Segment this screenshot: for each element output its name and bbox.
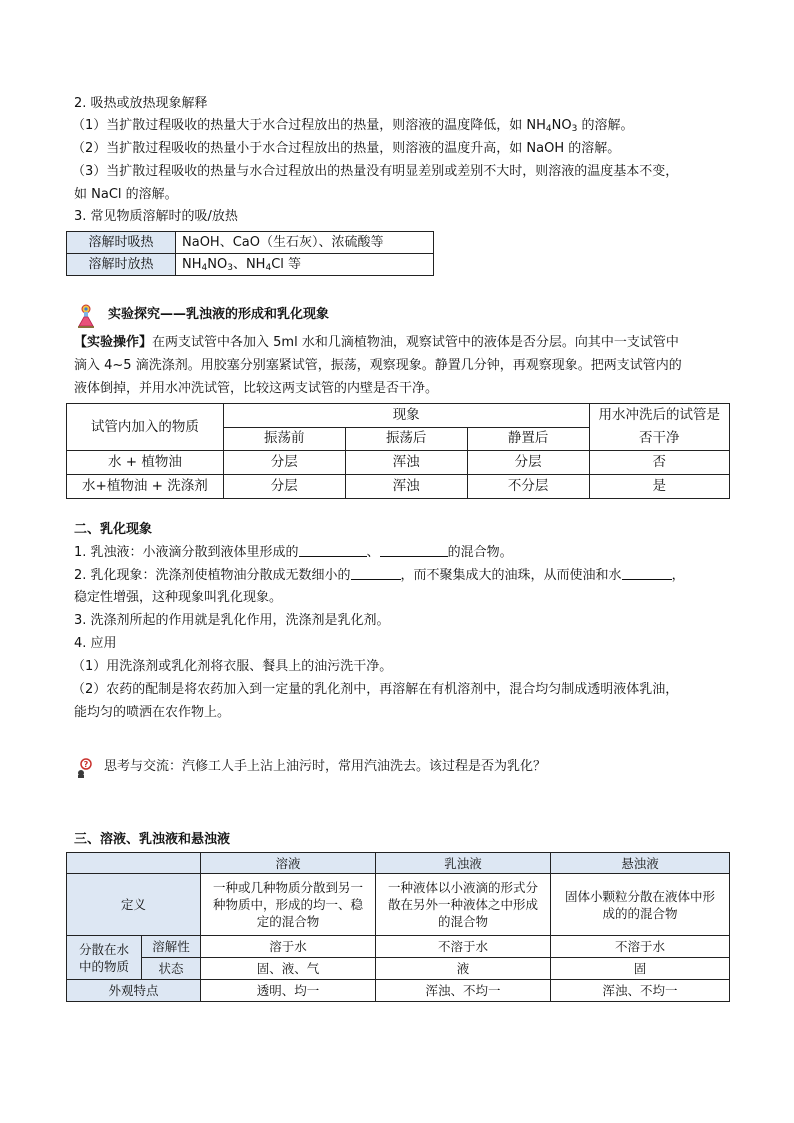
- fill-blank[interactable]: [299, 544, 367, 557]
- section2-item2: （2）当扩散过程吸收的热量小于水合过程放出的热量，则溶液的温度升高，如 NaOH 的溶解。: [72, 141, 621, 156]
- experiment-op-line3: 液体倒掉，并用水冲洗试管，比较这两支试管的内壁是否干净。: [74, 381, 439, 396]
- compare-appearance-label: 外观特点: [67, 980, 201, 1002]
- compare-state-emulsion: 液: [376, 958, 551, 980]
- emulsify-p4-2-line1: （2）农药的配制是将农药加入到一定量的乳化剂中，再溶解在有机溶剂中，混合均匀制成透明液体乳油，: [72, 682, 679, 697]
- fill-blank[interactable]: [622, 567, 672, 580]
- exp-row1-clean: 否: [589, 451, 729, 475]
- exp-row1-before: 分层: [223, 451, 345, 475]
- exp-row2-before: 分层: [223, 475, 345, 499]
- table-row: [67, 475, 730, 499]
- experiment-table: [66, 403, 730, 499]
- experiment-title: 实验探究——乳浊液的形成和乳化现象: [108, 307, 330, 322]
- svg-text:?: ?: [83, 760, 89, 769]
- exp-header-before: 振荡前: [223, 427, 345, 451]
- compare-col-solution: 溶液: [201, 853, 376, 874]
- compare-appearance-solution: 透明、均一: [201, 980, 376, 1002]
- compare-def-suspension: 固体小颗粒分散在液体中形 成的的混合物: [551, 874, 730, 936]
- compare-solubility-emulsion: 不溶于水: [376, 936, 551, 958]
- emulsify-p2: 2. 乳化现象：洗涤剂使植物油分散成无数细小的 ，而不聚集成大的油珠，从而使油和水 ，: [74, 568, 685, 583]
- compare-solubility-suspension: 不溶于水: [551, 936, 730, 958]
- compare-table: [66, 852, 730, 1002]
- heat-row1-value: NaOH、CaO（生石灰）、浓硫酸等: [176, 232, 434, 254]
- emulsify-p1: 1. 乳浊液：小液滴分散到液体里形成的 、 的混合物。: [74, 545, 513, 560]
- heat-row1-label: 溶解时吸热: [67, 232, 176, 254]
- section2-item3-line2: 如 NaCl 的溶解。: [74, 187, 178, 202]
- compare-def-emulsion: 一种液体以小液滴的形式分 散在另外一种液体之中形成 的混合物: [376, 874, 551, 936]
- compare-heading: 三、溶液、乳浊液和悬浊液: [74, 832, 231, 847]
- compare-col-suspension: 悬浊液: [551, 853, 730, 874]
- flask-icon: [76, 304, 96, 328]
- compare-solubility-label: 溶解性: [142, 936, 201, 958]
- compare-def-solution: 一种或几种物质分散到另一 种物质中，形成的均一、稳 定的混合物: [201, 874, 376, 936]
- experiment-op-line2: 滴入 4~5 滴洗涤剂。用胶塞分别塞紧试管，振荡，观察现象。静置几分钟，再观察现象。把两支试管内的: [74, 358, 682, 373]
- compare-state-solution: 固、液、气: [201, 958, 376, 980]
- exp-header-after: 振荡后: [345, 427, 467, 451]
- heat-table: [66, 231, 434, 276]
- exp-header-rest: 静置后: [467, 427, 589, 451]
- compare-def-label: 定义: [67, 874, 201, 936]
- emulsify-p4: 4. 应用: [74, 636, 117, 651]
- exp-row1-rest: 分层: [467, 451, 589, 475]
- compare-disperse-label: 分散在水 中的物质: [67, 936, 142, 980]
- compare-state-suspension: 固: [551, 958, 730, 980]
- exp-row2-substance: 水+植物油 + 洗涤剂: [67, 475, 224, 499]
- compare-solubility-solution: 溶于水: [201, 936, 376, 958]
- emulsify-p4-2-line2: 能均匀的喷洒在农作物上。: [74, 705, 231, 720]
- section2-item1: （1）当扩散过程吸收的热量大于水合过程放出的热量，则溶液的温度降低，如 $NH_4NO_3$ 的溶解。: [72, 118, 634, 134]
- section2-heading: 2. 吸热或放热现象解释: [74, 96, 208, 111]
- think-text: 思考与交流：汽修工人手上沾上油污时，常用汽油洗去。该过程是否为乳化？: [104, 759, 547, 774]
- exp-row2-after: 浑浊: [345, 475, 467, 499]
- heat-row2-value: $NH_4NO_3$、$NH_4Cl$ 等: [176, 254, 434, 276]
- compare-appearance-emulsion: 浑浊、不均一: [376, 980, 551, 1002]
- experiment-op-line1: 【实验操作】在两支试管中各加入 5ml 水和几滴植物油，观察试管中的液体是否分层。向其中一支试管中: [74, 335, 679, 350]
- emulsify-p3: 3. 洗涤剂所起的作用就是乳化作用，洗涤剂是乳化剂。: [74, 613, 390, 628]
- heat-row2-label: 溶解时放热: [67, 254, 176, 276]
- exp-header-substance: 试管内加入的物质: [67, 404, 224, 451]
- exp-header-phenomenon: 现象: [223, 404, 589, 428]
- fill-blank[interactable]: [380, 544, 448, 557]
- table-row: [67, 451, 730, 475]
- exp-row2-clean: 是: [589, 475, 729, 499]
- exp-row2-rest: 不分层: [467, 475, 589, 499]
- fill-blank[interactable]: [351, 567, 401, 580]
- compare-corner: [67, 853, 201, 874]
- compare-appearance-suspension: 浑浊、不均一: [551, 980, 730, 1002]
- emulsify-p2-line2: 稳定性增强，这种现象叫乳化现象。: [74, 590, 283, 605]
- emulsify-p4-1: （1）用洗涤剂或乳化剂将衣服、餐具上的油污洗干净。: [72, 659, 393, 674]
- section2-item3-line1: （3）当扩散过程吸收的热量与水合过程放出的热量没有明显差别或差别不大时，则溶液的温度基本不变，: [72, 164, 679, 179]
- exp-row1-substance: 水 + 植物油: [67, 451, 224, 475]
- compare-col-emulsion: 乳浊液: [376, 853, 551, 874]
- compare-state-label: 状态: [142, 958, 201, 980]
- question-icon: [76, 758, 94, 778]
- section3-heading: 3. 常见物质溶解时的吸/放热: [74, 209, 238, 224]
- emulsify-heading: 二、乳化现象: [74, 522, 153, 537]
- exp-header-clean: 用水冲洗后的试管是否干净: [589, 404, 729, 451]
- exp-row1-after: 浑浊: [345, 451, 467, 475]
